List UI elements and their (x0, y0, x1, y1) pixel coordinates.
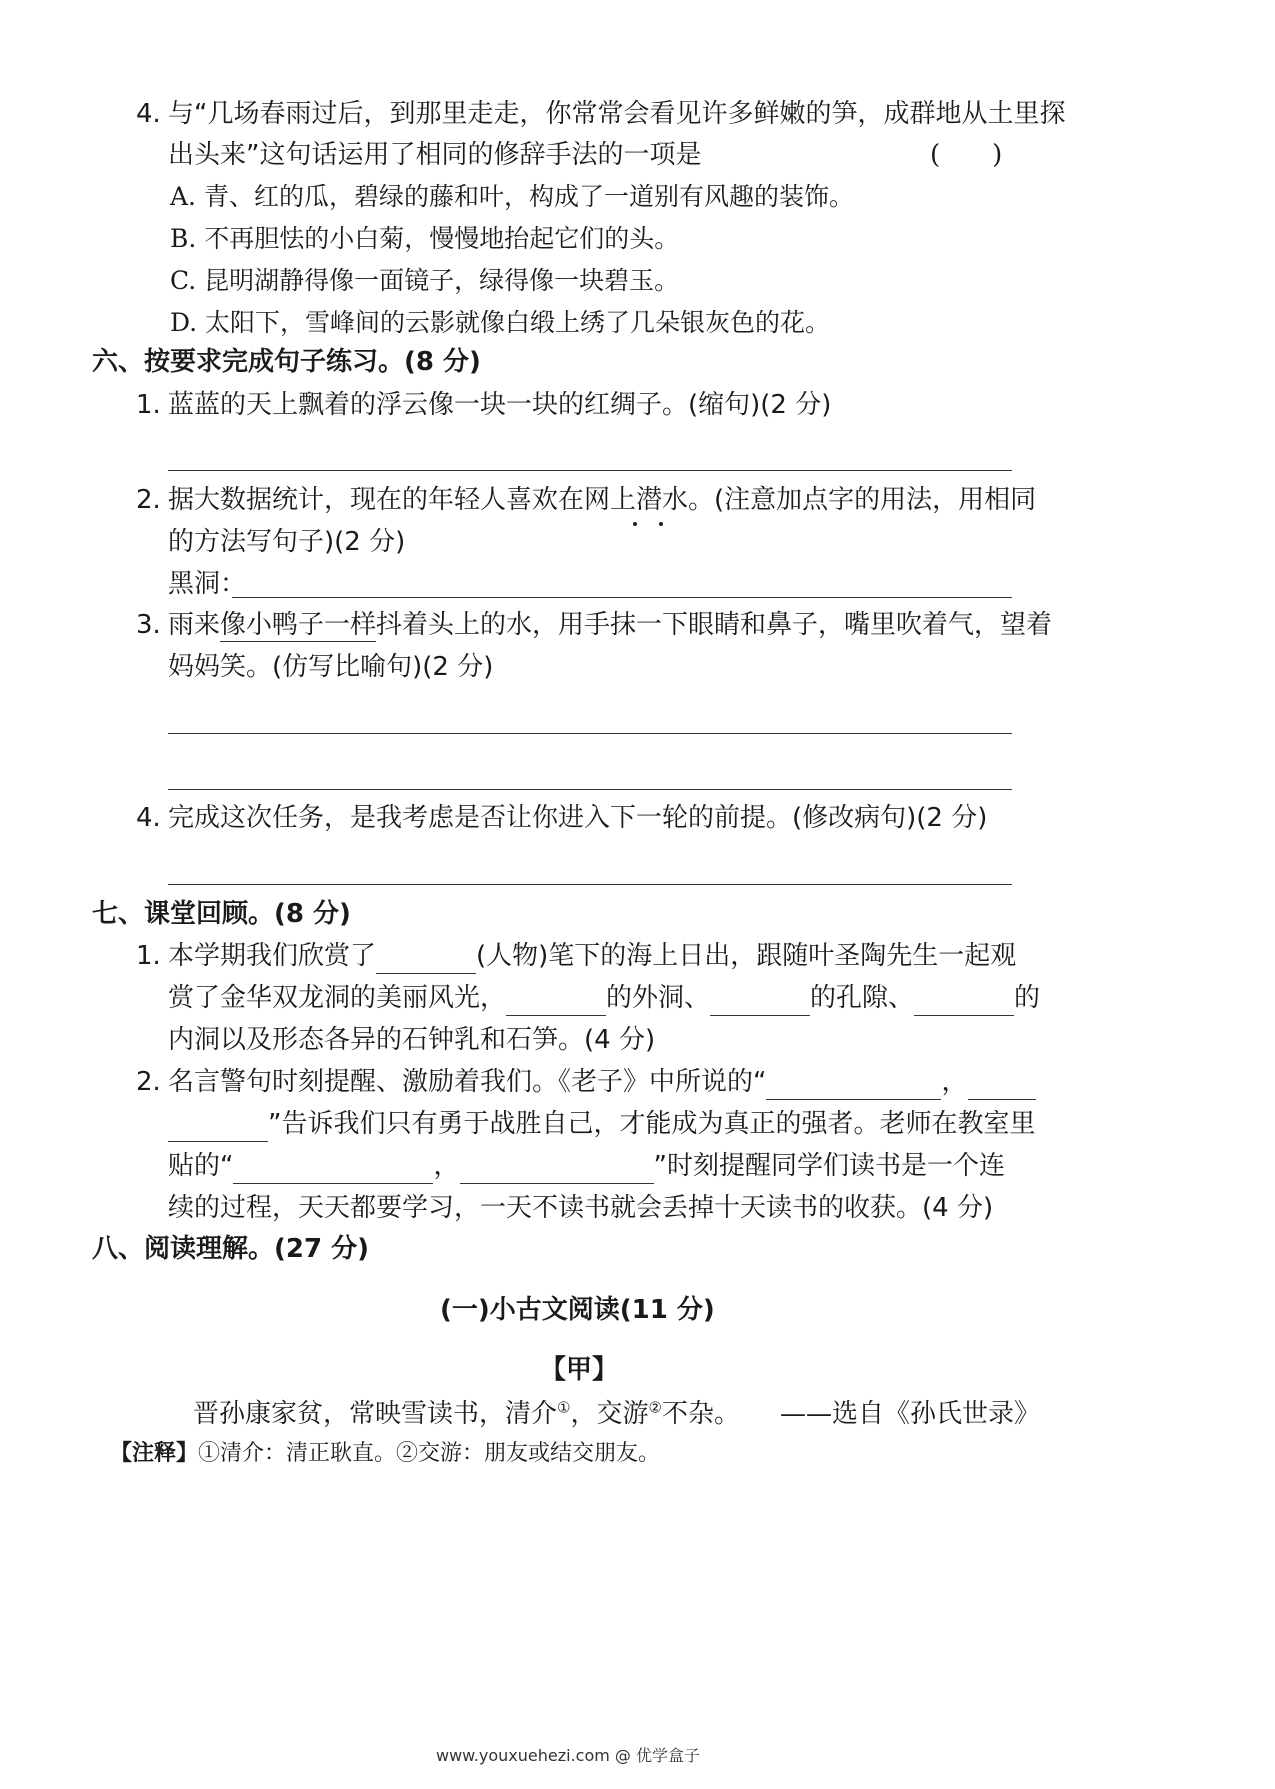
s6-q1-number: 1. (136, 390, 161, 420)
section-8-title: 八、阅读理解。(27 分) (92, 1234, 369, 1264)
blank-outer-cave[interactable] (506, 985, 606, 1016)
blank-motto-2[interactable] (460, 1153, 654, 1184)
s7-q2-text-b: ”告诉我们只有勇于战胜自己，才能成为真正的强者。老师在教室里 (268, 1109, 1036, 1139)
blank-crevice[interactable] (710, 985, 810, 1016)
s7-q2-line4: 续的过程，天天都要学习，一天不读书就会丢掉十天读书的收获。(4 分) (168, 1193, 994, 1223)
q4-stem-line1: 与“几场春雨过后，到那里走走，你常常会看见许多鲜嫩的笋，成群地从土里探 (168, 99, 1066, 129)
emphasis-dot-1 (633, 522, 637, 526)
q4-option-a: A. 青、红的瓜，碧绿的藤和叶，构成了一道别有风趣的装饰。 (170, 182, 854, 211)
s6-q2-text-b: 。(注意加点字的用法，用相同 (688, 485, 1037, 515)
s6-q3-answer-line-1[interactable] (168, 733, 1012, 734)
s6-q3-number: 3. (136, 610, 161, 640)
s7-q2-line3 (168, 1148, 1005, 1184)
blank-laozi-quote-2b[interactable] (168, 1111, 268, 1142)
s6-q2-dotted-word: 潜水 (636, 485, 689, 515)
s6-q4-text: 完成这次任务，是我考虑是否让你进入下一轮的前提。(修改病句)(2 分) (168, 803, 988, 833)
s7-q1-text-d: 的外洞、 (606, 983, 711, 1013)
blank-author[interactable] (376, 943, 476, 974)
s6-q1-text: 蓝蓝的天上飘着的浮云像一块一块的红绸子。(缩句)(2 分) (168, 390, 832, 420)
s7-q1-line1 (168, 938, 1016, 974)
s7-q1-text-b: (人物)笔下的海上日出，跟随叶圣陶先生一起观 (476, 941, 1017, 971)
s6-q3-line2: 妈妈笑。(仿写比喻句)(2 分) (168, 652, 494, 682)
reading-subtitle: (一)小古文阅读(11 分) (440, 1295, 715, 1325)
blank-inner-cave[interactable] (914, 985, 1014, 1016)
s7-q2-text-c: 贴的“ (168, 1151, 234, 1181)
s6-q2-number: 2. (136, 485, 161, 515)
q4-option-c: C. 昆明湖静得像一面镜子，绿得像一块碧玉。 (170, 266, 680, 295)
q4-option-b: B. 不再胆怯的小白菊，慢慢地抬起它们的头。 (170, 224, 680, 253)
section-7-title: 七、课堂回顾。(8 分) (92, 899, 351, 929)
note-mark-2: ② (648, 1398, 662, 1417)
s6-q3-underlined-phrase: 像小鸭子一样 (220, 610, 377, 640)
s7-q2-number: 2. (136, 1067, 161, 1097)
s7-q2-text-a: 名言警句时刻提醒、激励着我们。《老子》中所说的“ (168, 1067, 767, 1097)
passage-text-c: 不杂。 (661, 1399, 740, 1429)
s6-q1-answer-line[interactable] (168, 470, 1012, 471)
blank-laozi-quote-2a[interactable] (968, 1069, 1036, 1100)
s7-q2-text-d: ”时刻提醒同学们读书是一个连 (653, 1151, 1005, 1181)
annotation-label: 【注释】 (110, 1441, 199, 1466)
s6-q3-text-a: 雨来 (168, 610, 221, 640)
s7-q1-text-e: 的孔隙、 (810, 983, 915, 1013)
s6-q3-line1 (168, 607, 1052, 643)
s7-q2-comma-1: ， (941, 1067, 968, 1097)
s7-q1-number: 1. (136, 941, 161, 971)
blank-motto-1[interactable] (233, 1153, 433, 1184)
s7-q1-line3: 内洞以及形态各异的石钟乳和石笋。(4 分) (168, 1025, 656, 1055)
s6-q3-answer-line-2[interactable] (168, 789, 1012, 790)
s6-q4-answer-line[interactable] (168, 884, 1012, 885)
s7-q1-text-a: 本学期我们欣赏了 (168, 941, 377, 971)
s6-q2-text-a: 据大数据统计，现在的年轻人喜欢在网上 (168, 485, 637, 515)
s7-q2-line1 (168, 1064, 1036, 1100)
s6-q2-line1 (168, 482, 1036, 518)
passage-text-b: ，交游 (570, 1399, 649, 1429)
s7-q1-line2 (168, 980, 1040, 1016)
q4-answer-paren[interactable]: ( ) (930, 140, 1003, 170)
s7-q2-comma-2: ， (433, 1151, 460, 1181)
annotation (110, 1436, 660, 1472)
q4-number: 4. (136, 99, 161, 129)
note-mark-1: ① (557, 1398, 571, 1417)
s6-q2-line2: 的方法写句子)(2 分) (168, 527, 406, 557)
s6-q3-text-b: 抖着头上的水，用手抹一下眼睛和鼻子，嘴里吹着气，望着 (376, 610, 1053, 640)
s6-q2-answer-line[interactable] (232, 597, 1012, 598)
s7-q1-text-c: 赏了金华双龙洞的美丽风光， (168, 983, 507, 1013)
emphasis-dot-2 (659, 522, 663, 526)
blank-laozi-quote-1[interactable] (766, 1069, 941, 1100)
annotation-text: ①清介：清正耿直。②交游：朋友或结交朋友。 (198, 1441, 661, 1466)
footer-watermark: www.youxuehezi.com @ 优学盒子 (436, 1746, 700, 1765)
q4-option-d: D. 太阳下，雪峰间的云影就像白缎上绣了几朵银灰色的花。 (170, 308, 831, 337)
passage-text-a: 晋孙康家贫，常映雪读书，清介 (193, 1399, 558, 1429)
q4-stem-line2: 出头来”这句话运用了相同的修辞手法的一项是 (168, 140, 702, 170)
passage-jia-text (193, 1396, 740, 1432)
passage-label-jia: 【甲】 (540, 1355, 619, 1385)
section-6-title: 六、按要求完成句子练习。(8 分) (92, 347, 481, 377)
s7-q2-line2 (168, 1106, 1035, 1142)
s6-q4-number: 4. (136, 803, 161, 833)
s7-q1-text-f: 的 (1014, 983, 1041, 1013)
passage-source: ——选自《孙氏世录》 (780, 1399, 1041, 1429)
s6-q2-label: 黑洞： (168, 569, 247, 599)
